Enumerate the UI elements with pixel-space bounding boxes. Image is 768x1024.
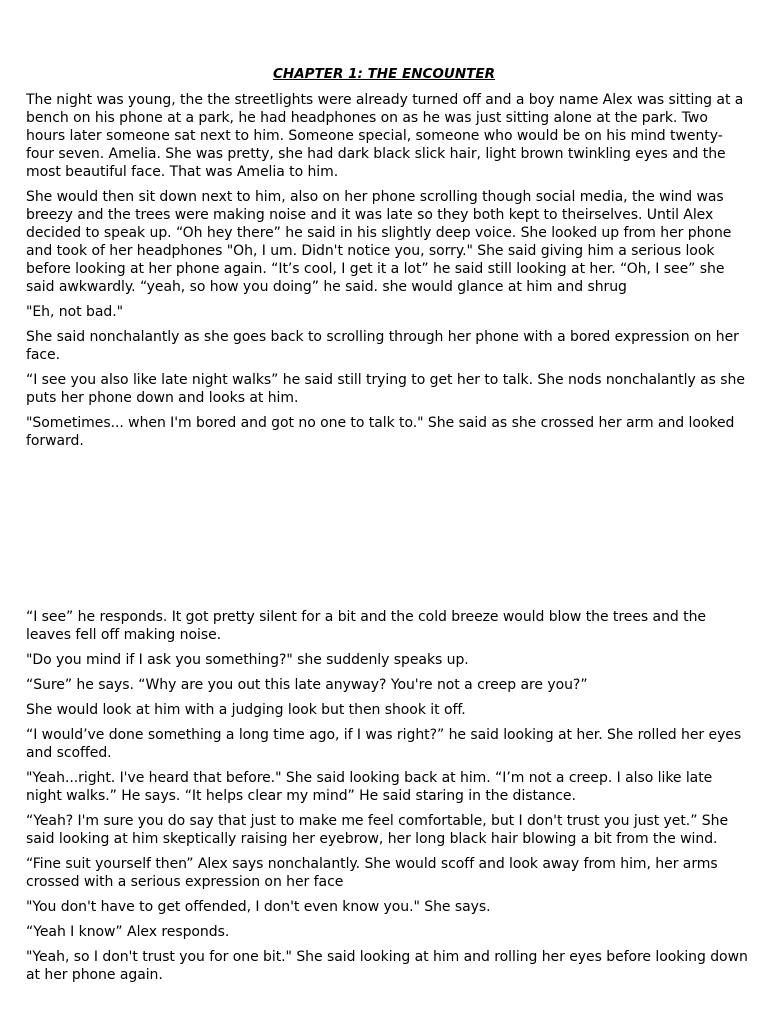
paragraph: The night was young, the the streetlights were already turned off and a boy name Alex was sitting at a bench on his phone at a park, he had headphones on as he was just sitting alone at the park. Two hours later someone sat next to him. Someone special, someone who would be on his mind twenty-four seven. Amelia. She was pretty, she had dark black slick hair, light brown twinkling eyes and the most beautiful face. That was Amelia to him.: [26, 92, 744, 180]
paragraph: She would look at him with a judging look but then shook it off.: [26, 702, 466, 718]
chapter-title: CHAPTER 1: THE ENCOUNTER: [273, 66, 495, 82]
paragraph: “Sure” he says. “Why are you out this late anyway? You're not a creep are you?”: [26, 677, 588, 693]
text-block-bottom: [26, 608, 750, 991]
paragraph: “I see” he responds. It got pretty silent for a bit and the cold breeze would blow the trees and the leaves fell off making noise.: [26, 609, 706, 643]
paragraph: "Do you mind if I ask you something?" she suddenly speaks up.: [26, 652, 469, 668]
paragraph: “Yeah I know” Alex responds.: [26, 924, 230, 940]
paragraph: “Yeah? I'm sure you do say that just to make me feel comfortable, but I don't trust you just yet.” She said looking at him skeptically raising her eyebrow, her long black hair blowing a bit from the wind.: [26, 813, 729, 847]
text-block-top: [26, 91, 750, 457]
paragraph: “I see you also like late night walks” he said still trying to get her to talk. She nods nonchalantly as she puts her phone down and looks at him.: [26, 372, 745, 406]
paragraph: "You don't have to get offended, I don't even know you." She says.: [26, 899, 491, 915]
paragraph: "Yeah, so I don't trust you for one bit." She said looking at him and rolling her eyes before looking down at her phone again.: [26, 949, 748, 983]
paragraph: She said nonchalantly as she goes back to scrolling through her phone with a bored expression on her face.: [26, 329, 739, 363]
paragraph: "Eh, not bad.": [26, 304, 123, 320]
paragraph: "Sometimes... when I'm bored and got no one to talk to." She said as she crossed her arm and looked forward.: [26, 415, 735, 449]
paragraph: "Yeah...right. I've heard that before." She said looking back at him. “I’m not a creep. I also like late night walks.” He says. “It helps clear my mind” He said staring in the distance.: [26, 770, 713, 804]
paragraph: “Fine suit yourself then” Alex says nonchalantly. She would scoff and look away from him, her arms crossed with a serious expression on her face: [26, 856, 718, 890]
paragraph: She would then sit down next to him, also on her phone scrolling though social media, the wind was breezy and the trees were making noise and it was late so they both kept to theirselves. Until Alex decided to speak up. “Oh hey there” he said in his slightly deep voice. She looked up from her phone and took of her headphones "Oh, I um. Didn't notice you, sorry." She said giving him a serious look before looking at her phone again. “It’s cool, I get it a lot” he said still looking at her. “Oh, I see” she said awkwardly. “yeah, so how you doing” he said. she would glance at him and shrug: [26, 189, 732, 295]
paragraph: “I would’ve done something a long time ago, if I was right?” he said looking at her. She rolled her eyes and scoffed.: [26, 727, 742, 761]
